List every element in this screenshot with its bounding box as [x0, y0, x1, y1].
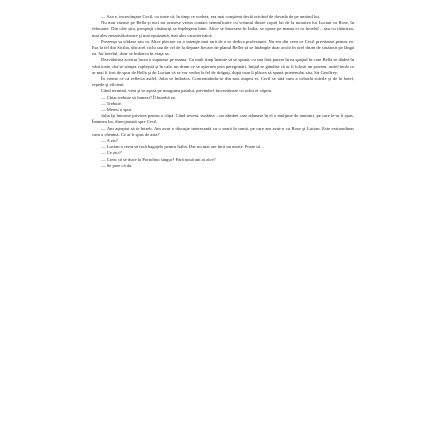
- dialogue-line: — Lucian a cerut să facă bagajele pentru Italia. Dar nu mai are încă un motiv. Poate să…: [101, 144, 265, 150]
- dialogue-line: — Chiar trebuie să fumezi? Îl întrebă ea.: [101, 94, 176, 100]
- paragraph: Prezenţa sa sfidase sau cu Alice plecase cu o intenţie mai rară de a se dedica profesiunii. Nu era din ceea ce Cecil prevăzuse pentru ea. Era la fel din Sicilia, din acel ciclu sau de cel de la depune fiecare de planul Bellei să se întâmple doar acolo în acel drum de căsătorit pe lângă ea. Iar hotelul, doar se îmbarca în viaţa sa.: [92, 38, 354, 57]
- paragraph: Dezvăluirea acestui lucru o supărase pe mama. Cu mult timp înainte să se spună, cu sau fără putere în ea spaţiul în care Bella se dădea în vânt toate, dar se simţea copleşită şi în cale, un drum ce se aşternea prin peregrinări. Iniţial se gândise că ar fi folosit un prieten, astfel încât ce ar mai fi fost de spus de Bella şi de Lucian că se vor vedea la fel de drăguţi, după cum îi plăcea să spună prietenului său, Sir Geoffrey.: [92, 57, 354, 75]
- paragraph: Nu mai văzuse pe Bella şi nici nu avusese vreun contact semnificativ cu vreunul dintre copiii lui de la moartea lui Lucian cu Rose, în februarie. Din câte ştia, prospeţii căsătoriţi se înţelegeau bine. Alice se întorsese în Italia, se opase pe mama ei cu hotelul – sau cu rătăcirea, mai ales nesatisfăcătoare şi mai epuizantă, mai ales caracteristică.: [92, 20, 354, 38]
- paragraph: Când termină, veni şi se aşeză pe marginea patului, privindu-l încrezătoare cu ochii ei căprui.: [101, 88, 273, 94]
- dialogue-line: — Mereu o spui.: [101, 107, 133, 113]
- dialogue-line: — Am aşteptat să te întreb. Am avut o discuţie interesantă cu o seară în urmă, pe care am avut-o cu Rose şi Lucian. Este extraordinar cum o cheamă. Ce ai fi spus de asta?: [92, 125, 354, 137]
- dialogue-line: — Trebuie.: [101, 100, 122, 106]
- paragraph: — Asa e, incuviinţase Cecil, cu toate că, în timp ce vorbea, era mai conştient decât oricând de dovada de pe umărul lui.: [101, 14, 321, 19]
- dialogue-line: — Crezi că se duce la Portofino singur? Fără nouă ani ai zice?: [101, 156, 216, 162]
- dialogue-line: — Ce zici?: [101, 150, 122, 156]
- dialogue-line: — Se pare că da.: [101, 162, 133, 168]
- dialogue-line: — A zis?: [101, 138, 118, 144]
- paragraph: Julia îşi întoarse privirea pentru o clipă. Când reveni, surâdea – un zâmbet care adunase în el o mulţime de amintiri, pe care le-ar fi spus. Înaintea lor, direcţionată spre Cecil.: [92, 113, 354, 125]
- paragraph: În vreme ce că reflecta astfel, Julia se îmbrăca. Concentrându-se din nou asupra ei, Cecil se uită cum a coborât scările şi de la hotel, repede şi eficient.: [92, 76, 354, 88]
- body-text: [92, 14, 354, 169]
